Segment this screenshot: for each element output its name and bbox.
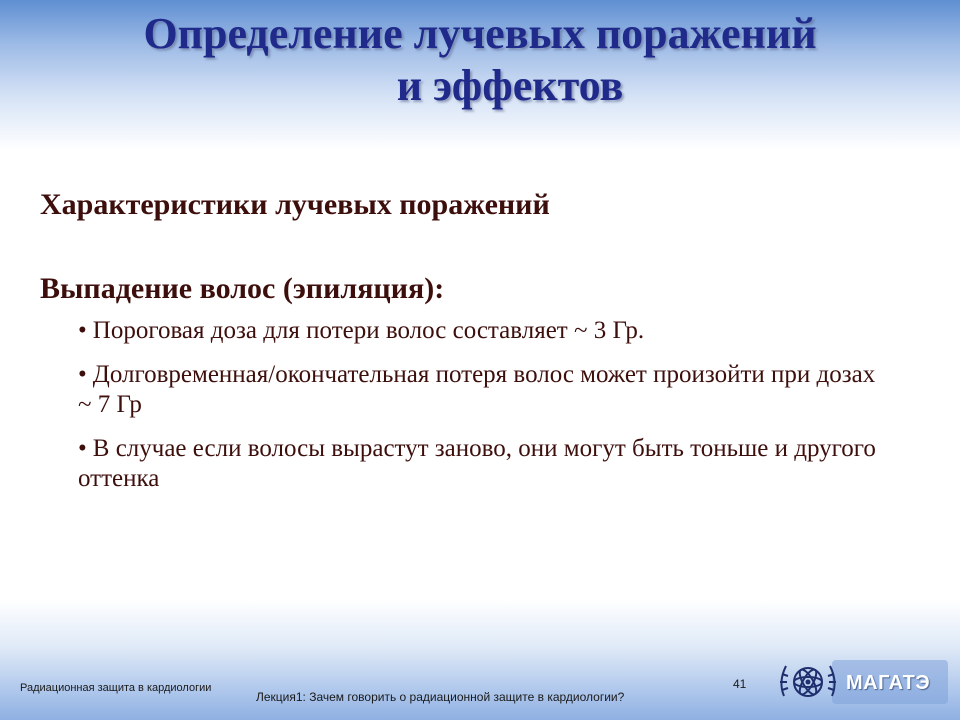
- bullet-text: Пороговая доза для потери волос составляет ~ 3 Гр.: [92, 317, 645, 344]
- org-name: МАГАТЭ: [846, 672, 931, 694]
- footer-lecture-title: Лекция1: Зачем говорить о радиационной защите в кардиологии?: [256, 690, 625, 704]
- footer-course-title: Радиационная защита в кардиологии: [20, 682, 212, 694]
- section-heading: Выпадение волос (эпиляция):: [40, 272, 445, 305]
- bullet-item: [78, 360, 878, 420]
- bullet-dot: •: [78, 317, 87, 344]
- slide-title-line-2: и эффектов: [396, 61, 624, 110]
- bullet-item: [78, 434, 878, 494]
- slide-title: [0, 8, 960, 112]
- slide-subtitle: Характеристики лучевых поражений: [40, 188, 550, 221]
- page-number: 41: [733, 677, 747, 691]
- bullet-dot: •: [78, 435, 87, 462]
- bullet-list: [78, 316, 878, 508]
- slide-title-line-1: Определение лучевых поражений: [143, 9, 817, 58]
- bullet-text: В случае если волосы вырастут заново, они могут быть тоньше и другого оттенка: [78, 435, 876, 492]
- bullet-text: Долговременная/окончательная потеря волос может произойти при дозах ~ 7 Гр: [78, 361, 876, 418]
- bullet-dot: •: [78, 361, 87, 388]
- bullet-item: [78, 316, 878, 346]
